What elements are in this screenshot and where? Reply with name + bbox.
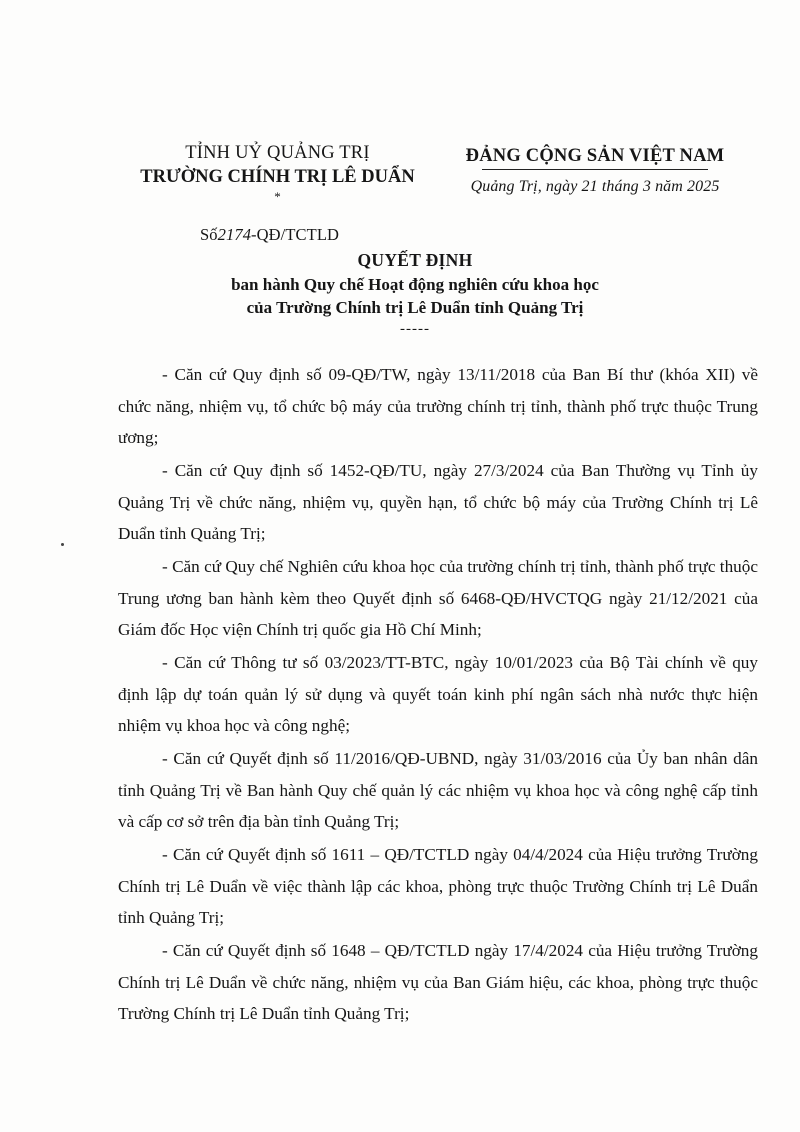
document-number [200,225,339,245]
issuer-org: TRƯỜNG CHÍNH TRỊ LÊ DUẨN [140,167,415,187]
legal-basis-paragraph: - Căn cứ Quyết định số 11/2016/QĐ-UBND, ngày 31/03/2016 của Ủy ban nhân dân tỉnh Quảng Trị về Ban hành Quy chế quản lý các nhiệm vụ khoa học và công nghệ cấp tỉnh và cấp cơ sở trên địa bàn tỉnh Quảng Trị; [118,749,758,831]
star-icon: * [274,189,281,204]
party-name: ĐẢNG CỘNG SẢN VIỆT NAM [465,146,725,166]
legal-basis-paragraph: - Căn cứ Quyết định số 1611 – QĐ/TCTLD ngày 04/4/2024 của Hiệu trưởng Trường Chính trị Lê Duẩn về việc thành lập các khoa, phòng trực thuộc Trường Chính trị Lê Duẩn tỉnh Quảng Trị; [118,845,758,927]
issuer-block [140,141,415,203]
legal-basis-paragraph: - Căn cứ Thông tư số 03/2023/TT-BTC, ngày 10/01/2023 của Bộ Tài chính về quy định lập dự toán quản lý sử dụng và quyết toán kinh phí ngân sách nhà nước thực hiện nhiệm vụ khoa học và công nghệ; [118,653,758,735]
party-underline [482,169,708,170]
title-block [100,248,730,337]
document-number-suffix: -QĐ/TCTLD [251,225,340,244]
scan-speck [61,543,64,546]
place-and-date: Quảng Trị, ngày 21 tháng 3 năm 2025 [470,178,720,195]
document-title: QUYẾT ĐỊNH [357,250,473,270]
issuer-parent-org: TỈNH UỶ QUẢNG TRỊ [185,143,370,163]
legal-basis-paragraph: - Căn cứ Quyết định số 1648 – QĐ/TCTLD ngày 17/4/2024 của Hiệu trưởng Trường Chính trị Lê Duẩn về chức năng, nhiệm vụ của Ban Giám hiệu, các khoa, phòng trực thuộc Trường Chính trị Lê Duẩn tỉnh Quảng Trị; [118,941,758,1023]
legal-basis-paragraph: - Căn cứ Quy định số 09-QĐ/TW, ngày 13/11/2018 của Ban Bí thư (khóa XII) về chức năng, nhiệm vụ, tổ chức bộ máy của trường chính trị tỉnh, thành phố trực thuộc Trung ương; [118,365,758,447]
title-divider: ----- [400,321,430,337]
document-number-value: 2174 [217,225,252,244]
document-number-prefix: Số [200,225,218,244]
legal-basis-paragraph: - Căn cứ Quy chế Nghiên cứu khoa học của trường chính trị tỉnh, thành phố trực thuộc Trung ương ban hành kèm theo Quyết định số 6468-QĐ/HVCTQG ngày 21/12/2021 của Giám đốc Học viện Chính trị quốc gia Hồ Chí Minh; [118,557,758,639]
document-body [118,359,758,1031]
document-subtitle-line-2: của Trường Chính trị Lê Duẩn tỉnh Quảng Trị [246,298,584,317]
legal-basis-paragraph: - Căn cứ Quy định số 1452-QĐ/TU, ngày 27/3/2024 của Ban Thường vụ Tỉnh ủy Quảng Trị về chức năng, nhiệm vụ, quyền hạn, tổ chức bộ máy của Trường Chính trị Lê Duẩn tỉnh Quảng Trị; [118,461,758,543]
national-header [436,144,754,198]
document-subtitle-line-1: ban hành Quy chế Hoạt động nghiên cứu khoa học [231,275,599,294]
